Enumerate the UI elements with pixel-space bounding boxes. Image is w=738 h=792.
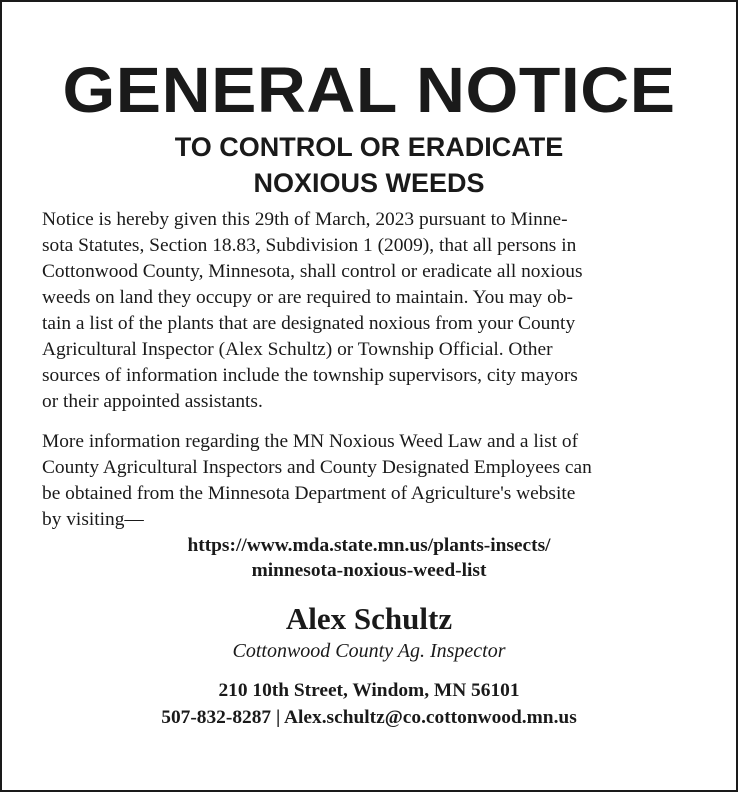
headline: GENERAL NOTICE [62, 54, 676, 126]
contact-address: 210 10th Street, Windom, MN 56101 [218, 680, 520, 701]
signature-name: Alex Schultz [285, 601, 453, 636]
paragraph-line: County Agricultural Inspectors and County Designated Employees can [42, 457, 592, 478]
paragraph-line: Notice is hereby given this 29th of March, 2023 pursuant to Minne- [42, 209, 568, 230]
signature-title: Cottonwood County Ag. Inspector [232, 640, 506, 662]
paragraph-line: by visiting— [42, 509, 144, 530]
contact-phone-email: 507-832-8287 | Alex.schultz@co.cottonwood.mn.us [161, 707, 577, 728]
paragraph-line: weeds on land they occupy or are required to maintain. You may ob- [42, 287, 573, 308]
paragraph-line: sources of information include the township supervisors, city mayors [42, 365, 578, 386]
paragraph-line: Agricultural Inspector (Alex Schultz) or Township Official. Other [42, 339, 553, 360]
subhead-line-1: TO CONTROL OR ERADICATE [174, 132, 564, 162]
paragraph-line: be obtained from the Minnesota Department of Agriculture's website [42, 483, 576, 504]
subhead-line-2: NOXIOUS WEEDS [253, 168, 485, 198]
notice-paragraph-1 [42, 207, 702, 415]
paragraph-line: or their appointed assistants. [42, 391, 263, 412]
paragraph-line: More information regarding the MN Noxious Weed Law and a list of [42, 431, 579, 452]
notice-paragraph-2 [42, 429, 702, 533]
paragraph-line: Cottonwood County, Minnesota, shall control or eradicate all noxious [42, 261, 583, 282]
paragraph-line: tain a list of the plants that are designated noxious from your County [42, 313, 576, 334]
paragraph-line: sota Statutes, Section 18.83, Subdivision 1 (2009), that all persons in [42, 235, 577, 256]
weed-list-url-line-1: https://www.mda.state.mn.us/plants-insects/ [187, 535, 551, 556]
weed-list-url-line-2: minnesota-noxious-weed-list [251, 560, 487, 581]
